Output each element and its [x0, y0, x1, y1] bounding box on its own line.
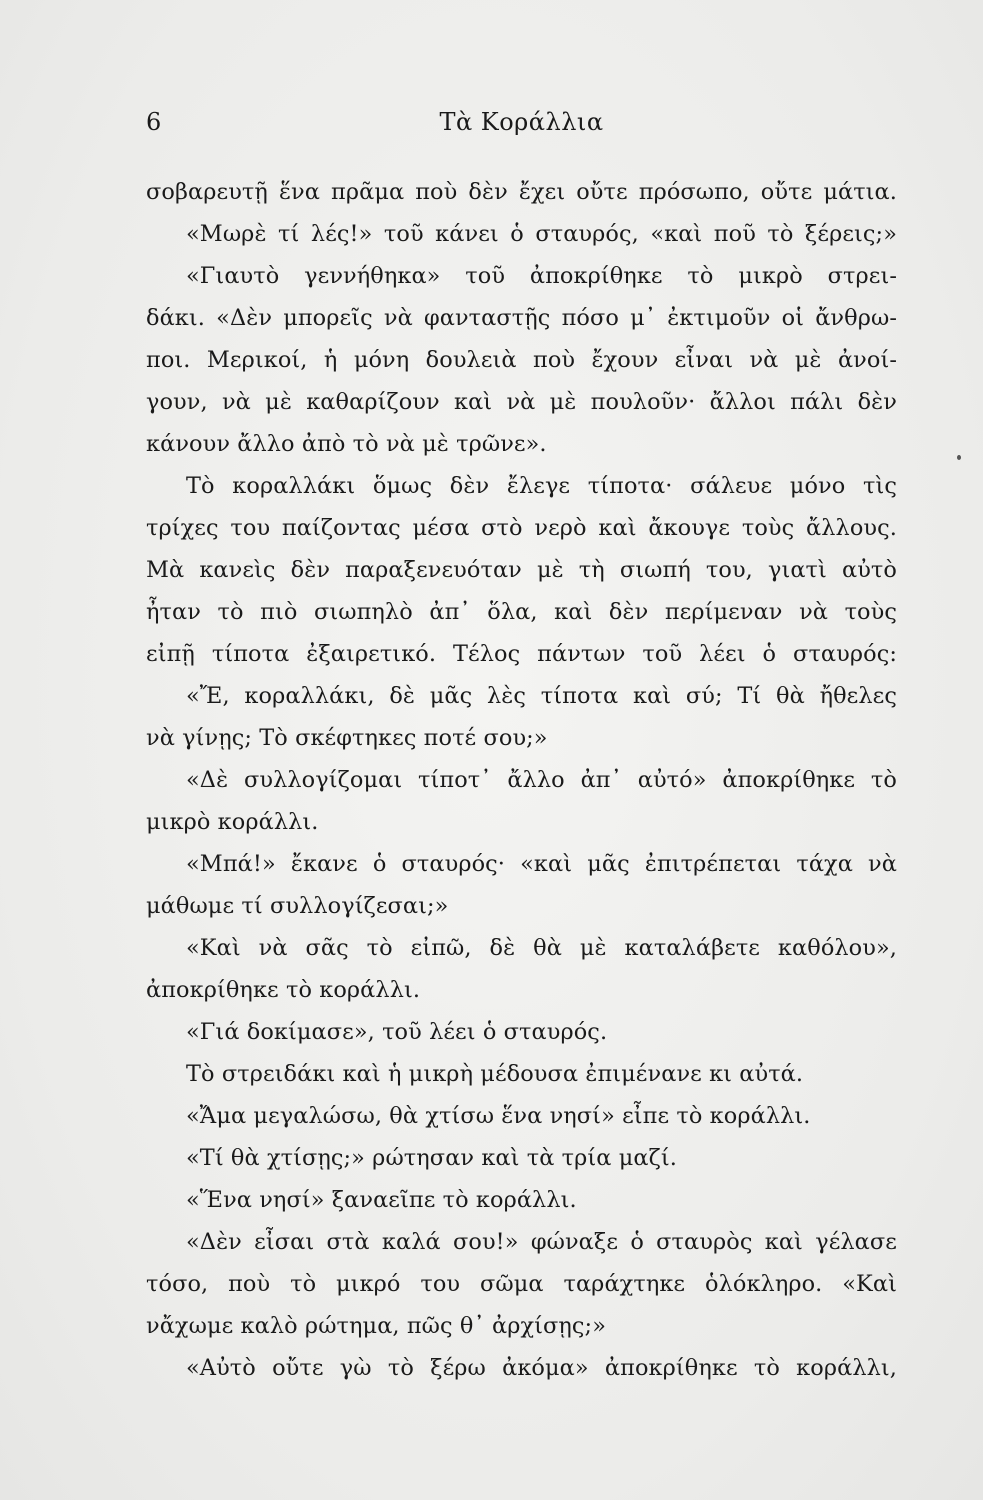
text-line: ἀποκρίθηκε τὸ κοράλλι.: [146, 977, 421, 1003]
text-line: σοβαρευτῇ ἕνα πρᾶμα ποὺ δὲν ἔχει οὔτε πρόσωπο, οὔτε μάτια.: [146, 179, 897, 205]
text-line: ἦταν τὸ πιὸ σιωπηλὸ ἀπ᾽ ὅλα, καὶ δὲν περίμεναν νὰ τοὺς: [146, 599, 897, 625]
text-line: κάνουν ἄλλο ἀπὸ τὸ νὰ μὲ τρῶνε».: [146, 431, 547, 457]
text-line: εἰπῇ τίποτα ἐξαιρετικό. Τέλος πάντων τοῦ λέει ὁ σταυρός:: [146, 641, 897, 667]
paper-speck: [957, 455, 961, 460]
text-line: «Γιά δοκίμασε», τοῦ λέει ὁ σταυρός.: [186, 1019, 608, 1045]
text-line: Τὸ κοραλλάκι ὅμως δὲν ἔλεγε τίποτα· σάλευε μόνο τὶς: [186, 473, 897, 499]
text-line: νἄχωμε καλὸ ρώτημα, πῶς θ᾽ ἀρχίσῃς;»: [146, 1313, 606, 1339]
text-line: «Τί θὰ χτίσῃς;» ρώτησαν καὶ τὰ τρία μαζί.: [186, 1145, 677, 1171]
text-line: γουν, νὰ μὲ καθαρίζουν καὶ νὰ μὲ πουλοῦν· ἄλλοι πάλι δὲν: [146, 389, 897, 415]
text-line: μάθωμε τί συλλογίζεσαι;»: [146, 893, 449, 919]
text-line: τρίχες του παίζοντας μέσα στὸ νερὸ καὶ ἄκουγε τοὺς ἄλλους.: [146, 515, 897, 541]
text-line: μικρὸ κοράλλι.: [146, 809, 319, 835]
text-line: δάκι. «Δὲν μπορεῖς νὰ φανταστῇς πόσο μ᾽ ἐκτιμοῦν οἱ ἄνθρω-: [146, 305, 897, 331]
text-line: Τὸ στρειδάκι καὶ ἡ μικρὴ μέδουσα ἐπιμένανε κι αὐτά.: [186, 1061, 804, 1087]
text-line: «Καὶ νὰ σᾶς τὸ εἰπῶ, δὲ θὰ μὲ καταλάβετε καθόλου»,: [186, 935, 897, 961]
running-title: Τὰ Κοράλλια: [439, 108, 604, 136]
text-line: «Ἕνα νησί» ξαναεῖπε τὸ κοράλλι.: [186, 1187, 577, 1213]
text-line: «Ἔ, κοραλλάκι, δὲ μᾶς λὲς τίποτα καὶ σύ; Τί θὰ ἤθελες: [186, 683, 897, 709]
text-line: «Ἄμα μεγαλώσω, θὰ χτίσω ἕνα νησί» εἶπε τὸ κοράλλι.: [186, 1103, 811, 1129]
text-line: «Μωρὲ τί λές!» τοῦ κάνει ὁ σταυρός, «καὶ ποῦ τὸ ξέρεις;»: [186, 221, 897, 247]
text-line: «Αὐτὸ οὔτε γὼ τὸ ξέρω ἀκόμα» ἀποκρίθηκε τὸ κοράλλι,: [186, 1355, 897, 1381]
text-line: «Δὲ συλλογίζομαι τίποτ᾽ ἄλλο ἀπ᾽ αὐτό» ἀποκρίθηκε τὸ: [186, 767, 897, 793]
text-line: «Δὲν εἶσαι στὰ καλά σου!» φώναξε ὁ σταυρὸς καὶ γέλασε: [186, 1229, 897, 1255]
body-text: [146, 171, 897, 1389]
page-number: 6: [146, 108, 162, 136]
text-line: «Μπά!» ἔκανε ὁ σταυρός· «καὶ μᾶς ἐπιτρέπεται τάχα νὰ: [186, 851, 897, 877]
text-line: ποι. Μερικοί, ἡ μόνη δουλειὰ ποὺ ἔχουν εἶναι νὰ μὲ ἀνοί-: [146, 347, 897, 373]
text-line: τόσο, ποὺ τὸ μικρό του σῶμα ταράχτηκε ὁλόκληρο. «Καὶ: [146, 1271, 897, 1297]
page-header: [146, 108, 897, 144]
text-line: «Γιαυτὸ γεννήθηκα» τοῦ ἀποκρίθηκε τὸ μικρὸ στρει-: [186, 263, 897, 289]
text-line: νὰ γίνῃς; Τὸ σκέφτηκες ποτέ σου;»: [146, 725, 548, 751]
text-line: Μὰ κανεὶς δὲν παραξενευόταν μὲ τὴ σιωπή του, γιατὶ αὐτὸ: [146, 557, 897, 583]
